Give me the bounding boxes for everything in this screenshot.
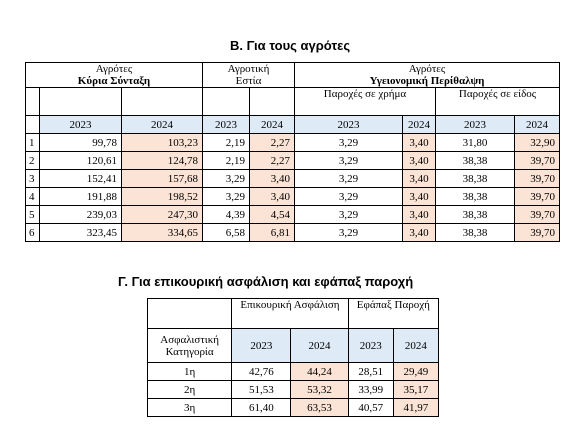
value-cell: 3,29	[295, 170, 403, 188]
section-b-title: Β. Για τους αγρότες	[230, 38, 351, 53]
value-cell: 42,76	[232, 363, 291, 381]
value-cell: 3,29	[295, 188, 403, 206]
value-cell: 3,29	[295, 224, 403, 242]
value-cell: 38,38	[436, 170, 515, 188]
table-row	[26, 152, 560, 170]
value-cell: 3,29	[203, 188, 250, 206]
value-cell: 99,78	[40, 134, 122, 152]
section-g-title: Γ. Για επικουρική ασφάλιση και εφάπαξ παροχή	[118, 274, 414, 289]
year-header: 2024	[403, 116, 436, 134]
year-header: 2023	[348, 329, 393, 363]
value-cell: 51,53	[232, 381, 291, 399]
value-cell: 53,32	[291, 381, 348, 399]
value-cell: 38,38	[436, 224, 515, 242]
value-cell: 38,38	[436, 188, 515, 206]
value-cell: 29,49	[393, 363, 438, 381]
value-cell: 39,70	[515, 188, 560, 206]
category-cell: 2	[26, 152, 40, 170]
value-cell: 3,40	[250, 170, 295, 188]
value-cell: 39,70	[515, 170, 560, 188]
table-row	[26, 134, 560, 152]
value-cell: 3,40	[403, 134, 436, 152]
value-cell: 6,81	[250, 224, 295, 242]
header-main-pension: Αγρότες Κύρια Σύνταξη	[26, 63, 203, 88]
value-cell: 3,40	[403, 224, 436, 242]
header-in-kind-benefits: Παροχές σε είδος	[436, 88, 560, 116]
empty-cell	[26, 88, 40, 116]
value-cell: 32,90	[515, 134, 560, 152]
year-header: 2024	[393, 329, 438, 363]
header-supplementary-insurance: Επικουρική Ασφάλιση	[232, 299, 348, 329]
category-cell: 3η	[148, 399, 232, 417]
year-header: 2024	[122, 116, 203, 134]
value-cell: 323,45	[40, 224, 122, 242]
value-cell: 157,68	[122, 170, 203, 188]
value-cell: 39,70	[515, 224, 560, 242]
value-cell: 61,40	[232, 399, 291, 417]
year-header: 2023	[295, 116, 403, 134]
value-cell: 2,27	[250, 152, 295, 170]
value-cell: 4,39	[203, 206, 250, 224]
value-cell: 3,40	[403, 188, 436, 206]
empty-cell	[148, 299, 232, 329]
farmers-table	[25, 62, 560, 242]
value-cell: 198,52	[122, 188, 203, 206]
year-header: 2023	[232, 329, 291, 363]
value-cell: 38,38	[436, 206, 515, 224]
value-cell: 3,40	[403, 152, 436, 170]
year-header: 2024	[250, 116, 295, 134]
empty-cell	[26, 116, 40, 134]
category-cell: 5	[26, 206, 40, 224]
year-header: 2024	[291, 329, 348, 363]
table-row	[26, 188, 560, 206]
value-cell: 2,19	[203, 134, 250, 152]
value-cell: 239,03	[40, 206, 122, 224]
value-cell: 3,40	[403, 170, 436, 188]
value-cell: 3,29	[295, 134, 403, 152]
table-row	[148, 399, 439, 417]
table-row	[148, 381, 439, 399]
value-cell: 39,70	[515, 206, 560, 224]
value-cell: 63,53	[291, 399, 348, 417]
category-cell: 4	[26, 188, 40, 206]
table-row	[26, 206, 560, 224]
value-cell: 31,80	[436, 134, 515, 152]
value-cell: 247,30	[122, 206, 203, 224]
value-cell: 3,29	[295, 206, 403, 224]
value-cell: 120,61	[40, 152, 122, 170]
value-cell: 2,19	[203, 152, 250, 170]
empty-cell	[122, 88, 203, 116]
category-cell: 1η	[148, 363, 232, 381]
category-cell: 3	[26, 170, 40, 188]
value-cell: 33,99	[348, 381, 393, 399]
value-cell: 40,57	[348, 399, 393, 417]
year-header: 2024	[515, 116, 560, 134]
value-cell: 35,17	[393, 381, 438, 399]
value-cell: 2,27	[250, 134, 295, 152]
table-row	[26, 224, 560, 242]
empty-cell	[203, 88, 250, 116]
category-cell: 2η	[148, 381, 232, 399]
empty-cell	[250, 88, 295, 116]
value-cell: 38,38	[436, 152, 515, 170]
value-cell: 124,78	[122, 152, 203, 170]
year-header: 2023	[436, 116, 515, 134]
year-header: 2023	[40, 116, 122, 134]
value-cell: 44,24	[291, 363, 348, 381]
value-cell: 103,23	[122, 134, 203, 152]
value-cell: 6,58	[203, 224, 250, 242]
value-cell: 152,41	[40, 170, 122, 188]
value-cell: 3,29	[295, 152, 403, 170]
header-agricultural-home: Αγροτική Εστία	[203, 63, 295, 88]
value-cell: 3,40	[403, 206, 436, 224]
category-cell: 1	[26, 134, 40, 152]
header-lump-sum: Εφάπαξ Παροχή	[348, 299, 438, 329]
empty-cell	[40, 88, 122, 116]
table-row	[26, 170, 560, 188]
value-cell: 3,40	[250, 188, 295, 206]
header-health-care: Αγρότες Υγειονομική Περίθαλψη	[295, 63, 560, 88]
value-cell: 41,97	[393, 399, 438, 417]
header-cash-benefits: Παροχές σε χρήμα	[295, 88, 436, 116]
value-cell: 28,51	[348, 363, 393, 381]
table-row	[148, 363, 439, 381]
category-cell: 6	[26, 224, 40, 242]
value-cell: 334,65	[122, 224, 203, 242]
supplementary-table	[147, 298, 439, 417]
value-cell: 3,29	[203, 170, 250, 188]
value-cell: 191,88	[40, 188, 122, 206]
header-insurance-category: Ασφαλιστική Κατηγορία	[148, 329, 232, 363]
value-cell: 39,70	[515, 152, 560, 170]
year-header: 2023	[203, 116, 250, 134]
value-cell: 4,54	[250, 206, 295, 224]
